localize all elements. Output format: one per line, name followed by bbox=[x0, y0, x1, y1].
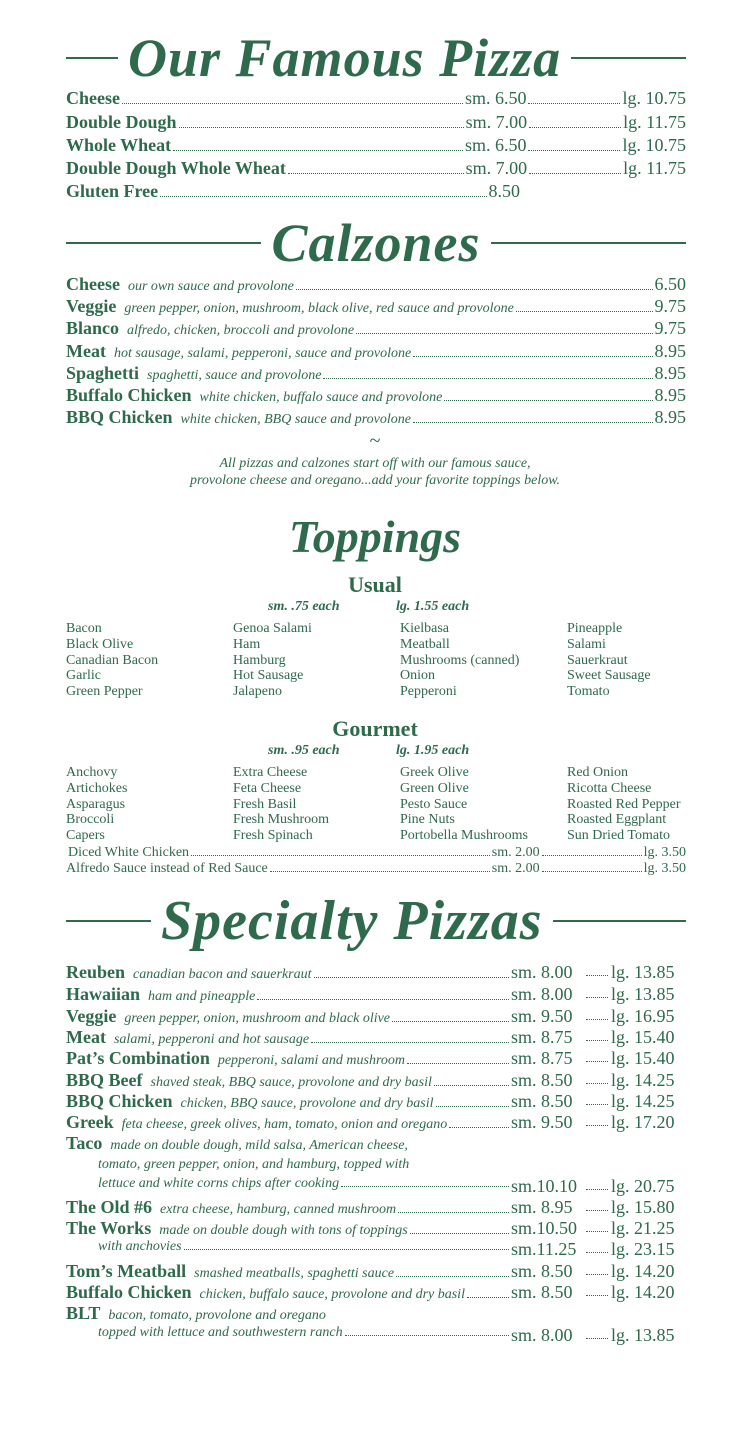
header-rule bbox=[66, 57, 118, 59]
calzone-description: alfredo, chicken, broccoli and provolone bbox=[127, 323, 355, 338]
extra-sm-price: sm. 2.00 bbox=[491, 845, 540, 860]
topping-item: Sweet Sausage bbox=[567, 668, 651, 684]
specialty-sm-price: sm. 8.75 bbox=[511, 1048, 573, 1068]
specialty-sm-price: sm. 8.50 bbox=[511, 1282, 573, 1302]
usual-sm-price: sm. .75 each bbox=[268, 599, 340, 614]
pizza-lg-price: lg. 11.75 bbox=[623, 158, 686, 178]
specialty-row bbox=[66, 1282, 686, 1304]
topping-item: Extra Cheese bbox=[233, 765, 308, 780]
leader-dots bbox=[392, 1021, 509, 1022]
gourmet-title: Gourmet bbox=[332, 716, 418, 741]
specialty-row bbox=[66, 1112, 686, 1134]
note-line-2: provolone cheese and oregano...add your favorite toppings below. bbox=[189, 473, 561, 488]
topping-item: Genoa Salami bbox=[233, 621, 312, 636]
specialty-description: pepperoni, salami and mushroom bbox=[217, 1053, 406, 1068]
pizza-section-header bbox=[66, 28, 686, 88]
specialty-lg-price: lg. 13.85 bbox=[611, 1325, 675, 1345]
leader-dots bbox=[396, 1276, 509, 1277]
specialty-left bbox=[66, 1282, 511, 1303]
leader-dots bbox=[407, 1063, 509, 1064]
topping-item: Kielbasa bbox=[400, 621, 449, 636]
specialty-left bbox=[66, 1218, 511, 1239]
leader-dots bbox=[444, 400, 652, 401]
topping-item: Pineapple bbox=[567, 621, 623, 636]
specialty-left bbox=[66, 984, 511, 1005]
specialty-lg-price: lg. 15.40 bbox=[611, 1048, 675, 1068]
header-rule bbox=[66, 920, 151, 922]
specialty-row bbox=[66, 1006, 686, 1028]
leader-dots bbox=[586, 1125, 608, 1126]
calzone-price: 8.95 bbox=[654, 341, 686, 361]
leader-dots bbox=[413, 356, 652, 357]
calzone-name: Buffalo Chicken bbox=[66, 385, 192, 405]
leader-dots bbox=[184, 1249, 509, 1250]
leader-dots bbox=[467, 1297, 509, 1298]
leader-dots bbox=[191, 855, 490, 856]
specialty-left bbox=[98, 1325, 511, 1341]
topping-item: Anchovy bbox=[66, 765, 118, 780]
specialty-name: The Old #6 bbox=[66, 1197, 153, 1217]
topping-item: Roasted Eggplant bbox=[567, 812, 667, 828]
specialty-name: BBQ Beef bbox=[66, 1070, 143, 1090]
gourmet-topping-column bbox=[400, 765, 565, 844]
pizza-section-title: Our Famous Pizza bbox=[128, 28, 562, 88]
specialty-lg-price: lg. 21.25 bbox=[611, 1218, 675, 1238]
specialty-lg-price: lg. 13.85 bbox=[611, 962, 675, 982]
usual-topping-column bbox=[400, 621, 565, 700]
specialty-sm-price: sm. 8.50 bbox=[511, 1070, 573, 1090]
leader-dots bbox=[436, 1106, 509, 1107]
leader-dots bbox=[516, 311, 653, 312]
topping-item: Jalapeno bbox=[233, 684, 282, 700]
extra-name: Diced White Chicken bbox=[68, 845, 190, 860]
pizza-sm-price: sm. 7.00 bbox=[465, 158, 528, 178]
specialty-sm-price: sm. 8.00 bbox=[511, 962, 573, 982]
leader-dots bbox=[586, 1231, 608, 1232]
specialty-name: BBQ Chicken bbox=[66, 1091, 173, 1111]
specialty-description: green pepper, onion, mushroom and black olive bbox=[124, 1011, 391, 1026]
specialty-description: chicken, BBQ sauce, provolone and dry basil bbox=[180, 1096, 434, 1111]
specialty-section-title: Specialty Pizzas bbox=[161, 890, 543, 952]
topping-item: Bacon bbox=[66, 621, 102, 636]
specialty-name: Tom’s Meatball bbox=[66, 1261, 187, 1281]
calzone-row bbox=[66, 407, 686, 428]
specialty-row bbox=[66, 984, 686, 1006]
specialty-lg-price: lg. 23.15 bbox=[611, 1239, 675, 1259]
leader-dots bbox=[528, 103, 620, 104]
topping-item: Ricotta Cheese bbox=[567, 780, 652, 796]
leader-dots bbox=[586, 1252, 608, 1253]
topping-item: Canadian Bacon bbox=[66, 652, 159, 668]
specialty-sm-price: sm. 8.00 bbox=[511, 984, 573, 1004]
specialty-lg-price: lg. 20.75 bbox=[611, 1176, 675, 1196]
specialty-row bbox=[66, 1218, 686, 1240]
calzone-name: Cheese bbox=[66, 274, 120, 294]
extra-name: Alfredo Sauce instead of Red Sauce bbox=[66, 861, 268, 876]
specialty-description: made on double dough, mild salsa, American cheese, bbox=[110, 1138, 408, 1153]
leader-dots bbox=[586, 1189, 608, 1190]
gourmet-topping-column bbox=[567, 765, 732, 844]
specialty-lg-price: lg. 14.20 bbox=[611, 1282, 675, 1302]
specialty-row bbox=[66, 1027, 686, 1049]
specialty-name: Buffalo Chicken bbox=[66, 1282, 192, 1302]
topping-item: Black Olive bbox=[66, 636, 134, 652]
usual-topping-column bbox=[567, 621, 732, 700]
calzone-price: 9.75 bbox=[654, 296, 686, 316]
specialty-sm-price: sm. 8.75 bbox=[511, 1027, 573, 1047]
topping-item: Red Onion bbox=[567, 765, 629, 780]
pizza-name: Double Dough Whole Wheat bbox=[66, 158, 286, 178]
calzone-description: white chicken, buffalo sauce and provolone bbox=[199, 390, 443, 405]
specialty-name: BLT bbox=[66, 1303, 101, 1323]
leader-dots bbox=[542, 855, 642, 856]
pizza-name: Gluten Free bbox=[66, 181, 159, 201]
specialty-name: Taco bbox=[66, 1133, 103, 1153]
specialty-sm-price: sm. 8.50 bbox=[511, 1091, 573, 1111]
leader-dots bbox=[314, 977, 510, 978]
calzone-price: 6.50 bbox=[654, 274, 686, 294]
specialty-sm-price: sm.10.10 bbox=[511, 1176, 578, 1196]
leader-dots bbox=[529, 127, 621, 128]
pizza-name: Double Dough bbox=[66, 112, 177, 132]
specialty-row bbox=[66, 962, 686, 984]
leader-dots bbox=[410, 1233, 509, 1234]
calzone-row bbox=[66, 385, 686, 406]
topping-item: Greek Olive bbox=[400, 765, 469, 780]
specialty-left bbox=[66, 962, 511, 983]
specialty-lg-price: lg. 14.25 bbox=[611, 1091, 675, 1111]
topping-item: Meatball bbox=[400, 636, 450, 652]
calzone-price: 9.75 bbox=[654, 318, 686, 338]
specialty-description: shaved steak, BBQ sauce, provolone and dry basil bbox=[150, 1075, 432, 1090]
specialty-name: Pat’s Combination bbox=[66, 1048, 210, 1068]
specialty-left bbox=[66, 1048, 511, 1069]
specialty-description: topped with lettuce and southwestern ranch bbox=[98, 1325, 343, 1340]
calzone-description: spaghetti, sauce and provolone bbox=[147, 368, 322, 383]
specialty-sm-price: sm.11.25 bbox=[511, 1239, 577, 1259]
leader-dots bbox=[586, 1210, 608, 1211]
specialty-description: bacon, tomato, provolone and oregano bbox=[108, 1308, 326, 1323]
specialty-left bbox=[66, 1261, 511, 1282]
specialty-description: made on double dough with tons of toppings bbox=[159, 1223, 408, 1238]
calzone-price: 8.95 bbox=[654, 385, 686, 405]
leader-dots bbox=[586, 1061, 608, 1062]
leader-dots bbox=[356, 333, 652, 334]
specialty-name: Meat bbox=[66, 1027, 106, 1047]
usual-lg-price: lg. 1.55 each bbox=[396, 599, 470, 614]
pizza-sm-price: sm. 6.50 bbox=[464, 135, 527, 155]
topping-item: Salami bbox=[567, 636, 606, 652]
specialty-description: smashed meatballs, spaghetti sauce bbox=[194, 1266, 395, 1281]
pizza-sm-price: sm. 7.00 bbox=[465, 112, 528, 132]
specialty-row bbox=[66, 1048, 686, 1070]
specialty-left bbox=[66, 1091, 511, 1112]
pizza-row bbox=[66, 181, 520, 202]
topping-item: Asparagus bbox=[66, 796, 126, 812]
specialty-left bbox=[98, 1176, 511, 1192]
specialty-row-continued bbox=[66, 1325, 686, 1347]
specialty-description: with anchovies bbox=[98, 1239, 182, 1254]
topping-item: Pine Nuts bbox=[400, 812, 455, 828]
specialty-description: salami, pepperoni and hot sausage bbox=[113, 1032, 310, 1047]
leader-dots bbox=[122, 103, 463, 104]
specialty-sm-price: sm. 9.50 bbox=[511, 1112, 573, 1132]
leader-dots bbox=[529, 173, 621, 174]
topping-item: Feta Cheese bbox=[233, 780, 302, 796]
specialty-lg-price: lg. 14.25 bbox=[611, 1070, 675, 1090]
pizza-row bbox=[66, 158, 686, 179]
leader-dots bbox=[586, 1040, 608, 1041]
leader-dots bbox=[434, 1085, 509, 1086]
topping-item: Broccoli bbox=[66, 812, 115, 828]
leader-dots bbox=[257, 999, 509, 1000]
pizza-lg-price: lg. 10.75 bbox=[622, 135, 686, 155]
specialty-left bbox=[66, 1197, 511, 1218]
specialty-row bbox=[66, 1261, 686, 1283]
specialty-sm-price: sm. 8.00 bbox=[511, 1325, 573, 1345]
leader-dots bbox=[586, 1295, 608, 1296]
pizza-sm-price: 8.50 bbox=[488, 181, 520, 201]
specialty-left bbox=[66, 1303, 686, 1324]
calzone-name: Spaghetti bbox=[66, 363, 140, 383]
leader-dots bbox=[270, 871, 490, 872]
gourmet-extra-row bbox=[66, 861, 686, 877]
calzones-section-title: Calzones bbox=[271, 213, 481, 273]
calzone-name: Blanco bbox=[66, 318, 120, 338]
specialty-name: Hawaiian bbox=[66, 984, 141, 1004]
calzone-name: Veggie bbox=[66, 296, 117, 316]
extra-lg-price: lg. 3.50 bbox=[643, 845, 686, 860]
toppings-section-title: Toppings bbox=[288, 511, 462, 562]
topping-item: Ham bbox=[233, 636, 261, 652]
gourmet-extra-row bbox=[66, 845, 686, 861]
topping-item: Portobella Mushrooms bbox=[400, 828, 528, 844]
calzone-row bbox=[66, 296, 686, 317]
gourmet-sm-price: sm. .95 each bbox=[268, 743, 340, 758]
calzone-name: BBQ Chicken bbox=[66, 407, 173, 427]
specialty-lg-price: lg. 16.95 bbox=[611, 1006, 675, 1026]
specialty-section-header bbox=[66, 888, 686, 954]
extra-sm-price: sm. 2.00 bbox=[491, 861, 540, 876]
leader-dots bbox=[449, 1127, 509, 1128]
specialty-row-continued bbox=[66, 1155, 686, 1177]
topping-item: Onion bbox=[400, 668, 435, 684]
pizza-lg-price: lg. 10.75 bbox=[622, 88, 686, 108]
pizza-row bbox=[66, 135, 686, 156]
calzone-name: Meat bbox=[66, 341, 106, 361]
pizza-lg-price: lg. 11.75 bbox=[623, 112, 686, 132]
calzone-description: our own sauce and provolone bbox=[127, 279, 294, 294]
pizza-name: Cheese bbox=[66, 88, 120, 108]
pizza-name: Whole Wheat bbox=[66, 135, 172, 155]
leader-dots bbox=[341, 1186, 509, 1187]
specialty-lg-price: lg. 13.85 bbox=[611, 984, 675, 1004]
note-line-1: All pizzas and calzones start off with our famous sauce, bbox=[219, 456, 531, 471]
topping-item: Hamburg bbox=[233, 652, 286, 668]
usual-title: Usual bbox=[348, 572, 402, 597]
specialty-row bbox=[66, 1197, 686, 1219]
specialty-lg-price: lg. 15.80 bbox=[611, 1197, 675, 1217]
specialty-lg-price: lg. 17.20 bbox=[611, 1112, 675, 1132]
specialty-description: lettuce and white corns chips after cooking bbox=[98, 1176, 340, 1191]
leader-dots bbox=[173, 150, 463, 151]
specialty-left bbox=[98, 1239, 511, 1255]
header-rule bbox=[66, 242, 261, 244]
topping-item: Green Pepper bbox=[66, 684, 143, 700]
leader-dots bbox=[345, 1335, 509, 1336]
topping-item: Mushrooms (canned) bbox=[400, 652, 520, 668]
calzone-row bbox=[66, 274, 686, 295]
pizza-sm-price: sm. 6.50 bbox=[464, 88, 527, 108]
specialty-description: canadian bacon and sauerkraut bbox=[133, 967, 312, 982]
specialty-description: extra cheese, hamburg, canned mushroom bbox=[160, 1202, 397, 1217]
leader-dots bbox=[288, 173, 464, 174]
specialty-left bbox=[66, 1006, 511, 1027]
leader-dots bbox=[586, 975, 608, 976]
header-rule bbox=[491, 242, 686, 244]
specialty-row bbox=[66, 1091, 686, 1113]
calzone-description: white chicken, BBQ sauce and provolone bbox=[180, 412, 411, 427]
topping-item: Fresh Spinach bbox=[233, 828, 313, 844]
leader-dots bbox=[586, 1274, 608, 1275]
specialty-description: tomato, green pepper, onion, and hamburg, topped with bbox=[98, 1157, 410, 1172]
calzone-description: hot sausage, salami, pepperoni, sauce and provolone bbox=[113, 346, 412, 361]
topping-item: Sauerkraut bbox=[567, 652, 628, 668]
topping-item: Fresh Mushroom bbox=[233, 812, 330, 828]
specialty-left bbox=[66, 1070, 511, 1091]
leader-dots bbox=[542, 871, 642, 872]
leader-dots bbox=[413, 422, 653, 423]
specialty-row bbox=[66, 1070, 686, 1092]
topping-item: Green Olive bbox=[400, 780, 469, 796]
leader-dots bbox=[528, 150, 620, 151]
specialty-left bbox=[66, 1112, 511, 1133]
specialty-description: ham and pineapple bbox=[148, 989, 256, 1004]
topping-item: Hot Sausage bbox=[233, 668, 304, 684]
specialty-row-continued bbox=[66, 1176, 686, 1198]
specialty-sm-price: sm. 9.50 bbox=[511, 1006, 573, 1026]
calzone-price: 8.95 bbox=[654, 363, 686, 383]
specialty-row bbox=[66, 1133, 686, 1155]
separator-tilde: ~ bbox=[369, 430, 381, 452]
specialty-sm-price: sm.10.50 bbox=[511, 1218, 578, 1238]
specialty-name: The Works bbox=[66, 1218, 152, 1238]
specialty-row bbox=[66, 1303, 686, 1325]
pizza-row bbox=[66, 112, 686, 133]
usual-topping-column bbox=[66, 621, 231, 700]
calzone-row bbox=[66, 363, 686, 384]
gourmet-lg-price: lg. 1.95 each bbox=[396, 743, 470, 758]
specialty-sm-price: sm. 8.95 bbox=[511, 1197, 573, 1217]
leader-dots bbox=[586, 1083, 608, 1084]
specialty-row-continued bbox=[66, 1239, 686, 1261]
specialty-left bbox=[66, 1133, 686, 1154]
leader-dots bbox=[586, 997, 608, 998]
specialty-name: Greek bbox=[66, 1112, 114, 1132]
specialty-lg-price: lg. 15.40 bbox=[611, 1027, 675, 1047]
topping-item: Tomato bbox=[567, 684, 610, 700]
leader-dots bbox=[179, 127, 464, 128]
specialty-description: feta cheese, greek olives, ham, tomato, onion and oregano bbox=[121, 1117, 448, 1132]
header-rule bbox=[571, 57, 686, 59]
specialty-sm-price: sm. 8.50 bbox=[511, 1261, 573, 1281]
gourmet-topping-column bbox=[233, 765, 398, 844]
specialty-name: Veggie bbox=[66, 1006, 117, 1026]
header-rule bbox=[553, 920, 686, 922]
calzone-description: green pepper, onion, mushroom, black olive, red sauce and provolone bbox=[124, 301, 514, 316]
leader-dots bbox=[586, 1104, 608, 1105]
topping-item: Pesto Sauce bbox=[400, 796, 468, 812]
calzone-row bbox=[66, 318, 686, 339]
topping-item: Capers bbox=[66, 828, 105, 844]
specialty-lg-price: lg. 14.20 bbox=[611, 1261, 675, 1281]
leader-dots bbox=[323, 378, 652, 379]
extra-lg-price: lg. 3.50 bbox=[643, 861, 686, 876]
leader-dots bbox=[586, 1019, 608, 1020]
leader-dots bbox=[586, 1338, 608, 1339]
topping-item: Artichokes bbox=[66, 780, 128, 796]
calzone-price: 8.95 bbox=[654, 407, 686, 427]
leader-dots bbox=[296, 289, 653, 290]
topping-item: Sun Dried Tomato bbox=[567, 828, 670, 844]
usual-topping-column bbox=[233, 621, 398, 700]
topping-item: Garlic bbox=[66, 668, 101, 684]
topping-item: Pepperoni bbox=[400, 684, 457, 700]
topping-item: Fresh Basil bbox=[233, 796, 297, 812]
calzone-row bbox=[66, 341, 686, 362]
specialty-left bbox=[66, 1027, 511, 1048]
specialty-description: chicken, buffalo sauce, provolone and dry basil bbox=[199, 1287, 465, 1302]
leader-dots bbox=[160, 196, 486, 197]
pizza-row bbox=[66, 88, 686, 109]
gourmet-topping-column bbox=[66, 765, 231, 844]
topping-item: Roasted Red Pepper bbox=[567, 796, 681, 812]
calzones-section-header bbox=[66, 213, 686, 273]
specialty-name: Reuben bbox=[66, 962, 126, 982]
leader-dots bbox=[311, 1042, 509, 1043]
leader-dots bbox=[398, 1212, 509, 1213]
